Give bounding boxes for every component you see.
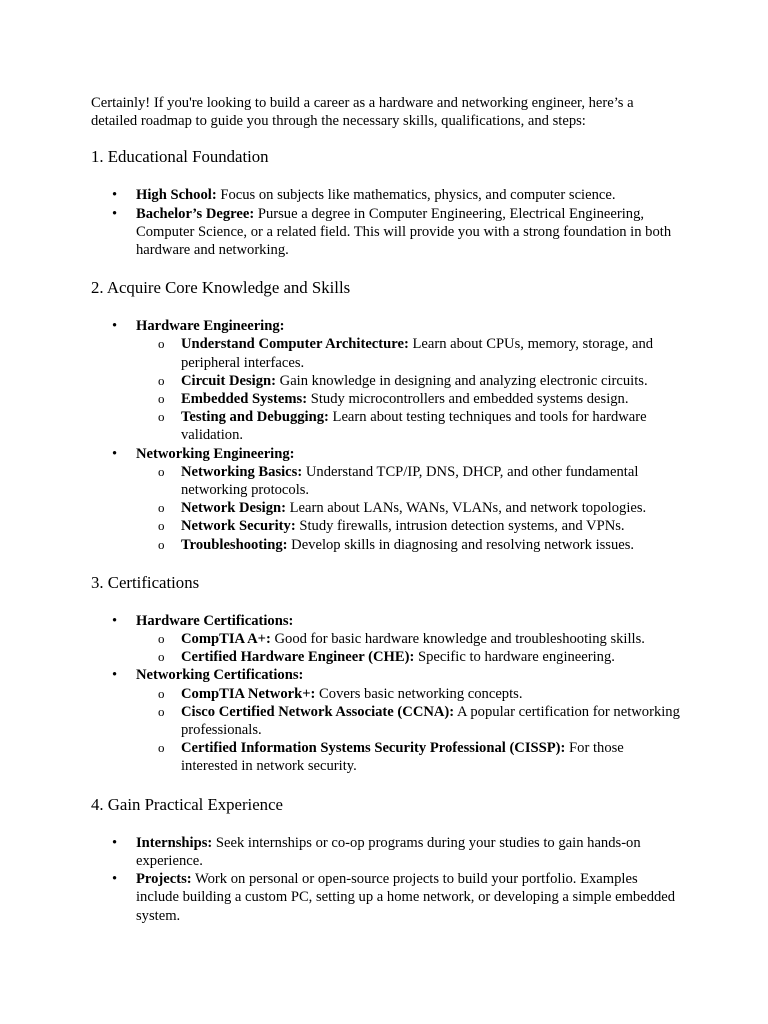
circle-bullet-icon: o	[158, 409, 165, 425]
sub-item-label: Understand Computer Architecture:	[181, 336, 409, 353]
sub-list-item	[136, 685, 681, 703]
section-core-knowledge	[91, 278, 681, 554]
sub-list-item	[136, 703, 681, 739]
item-label: Bachelor’s Degree:	[136, 205, 255, 222]
circle-bullet-icon: o	[158, 685, 165, 701]
sub-item-label: CompTIA Network+:	[181, 685, 316, 702]
sub-item-label: CompTIA A+:	[181, 631, 271, 648]
sub-list-item	[136, 517, 681, 535]
bullet-icon: •	[112, 187, 118, 204]
bullet-list	[91, 186, 681, 259]
circle-bullet-icon: o	[158, 703, 165, 719]
sub-item-text: Study firewalls, intrusion detection systems, and VPNs.	[295, 518, 625, 535]
item-label: Hardware Certifications:	[136, 612, 294, 629]
bullet-list	[91, 834, 681, 925]
sub-item-label: Networking Basics:	[181, 463, 303, 480]
section-certifications	[91, 573, 681, 776]
section-heading: 2. Acquire Core Knowledge and Skills	[91, 278, 351, 298]
bullet-icon: •	[112, 667, 118, 684]
document-page	[91, 94, 681, 925]
sub-item-text: Understand TCP/IP, DNS, DHCP, and other fundamental networking protocols.	[181, 463, 639, 499]
sub-item-label: Certified Information Systems Security Professional (CISSP):	[181, 740, 566, 757]
sub-item-label: Testing and Debugging:	[181, 409, 329, 426]
sub-item-label: Circuit Design:	[181, 372, 276, 389]
sub-item-label: Embedded Systems:	[181, 391, 308, 408]
sub-item-text: Covers basic networking concepts.	[315, 685, 523, 702]
circle-bullet-icon: o	[158, 463, 165, 479]
item-text: Seek internships or co-op programs during your studies to gain hands-on experience.	[136, 834, 641, 869]
circle-bullet-icon: o	[158, 372, 165, 388]
bullet-icon: •	[112, 205, 118, 222]
sub-list-item	[136, 408, 681, 444]
sub-item-text: Learn about LANs, WANs, VLANs, and network topologies.	[285, 500, 647, 517]
bullet-icon: •	[112, 445, 118, 462]
item-label: Hardware Engineering:	[136, 318, 285, 335]
item-label: High School:	[136, 187, 217, 204]
section-heading: 4. Gain Practical Experience	[91, 794, 283, 814]
section-educational-foundation	[91, 147, 681, 259]
item-label: Networking Certifications:	[136, 667, 304, 684]
sub-item-text: Learn about CPUs, memory, storage, and peripheral interfaces.	[181, 336, 654, 371]
bullet-list	[91, 317, 681, 554]
sub-item-text: Develop skills in diagnosing and resolving network issues.	[287, 536, 635, 553]
sub-list	[136, 630, 681, 666]
sub-item-text: Gain knowledge in designing and analyzing electronic circuits.	[276, 372, 648, 389]
list-item	[91, 612, 681, 667]
sub-item-text: Good for basic hardware knowledge and troubleshooting skills.	[270, 631, 645, 648]
intro-paragraph: Certainly! If you're looking to build a career as a hardware and networking engineer, here’s a detailed roadmap to guide you through the necessary skills, qualifications, and steps:	[91, 95, 634, 130]
list-item	[91, 445, 681, 554]
item-text: Pursue a degree in Computer Engineering, Electrical Engineering, Computer Science, or a related field. This will provide you with a strong foundation in both hardware and networking.	[136, 205, 672, 259]
sub-list-item	[136, 390, 681, 408]
sub-list-item	[136, 463, 681, 499]
section-practical-experience	[91, 795, 681, 925]
sub-list	[136, 463, 681, 554]
sub-item-label: Cisco Certified Network Associate (CCNA):	[181, 703, 455, 720]
sub-list-item	[136, 335, 681, 371]
item-text: Work on personal or open-source projects to build your portfolio. Examples include building a custom PC, setting up a home network, or developing a simple embedded system.	[136, 871, 676, 924]
section-heading: 3. Certifications	[91, 572, 200, 592]
circle-bullet-icon: o	[158, 518, 165, 534]
sub-item-label: Certified Hardware Engineer (CHE):	[181, 649, 415, 666]
item-text: Focus on subjects like mathematics, physics, and computer science.	[216, 187, 616, 204]
bullet-icon: •	[112, 834, 118, 851]
list-item	[91, 666, 681, 775]
sub-list-item	[136, 536, 681, 554]
circle-bullet-icon: o	[158, 500, 165, 516]
sub-list-item	[136, 372, 681, 390]
sub-item-label: Network Design:	[181, 500, 286, 517]
sub-list-item	[136, 739, 681, 775]
item-label: Projects:	[136, 871, 192, 888]
circle-bullet-icon: o	[158, 336, 165, 352]
bullet-list	[91, 612, 681, 776]
circle-bullet-icon: o	[158, 631, 165, 647]
sub-list-item	[136, 648, 681, 666]
sub-list-item	[136, 630, 681, 648]
bullet-icon: •	[112, 318, 118, 335]
sub-item-text: Study microcontrollers and embedded systems design.	[307, 391, 629, 408]
circle-bullet-icon: o	[158, 740, 165, 756]
bullet-icon: •	[112, 612, 118, 629]
list-item	[91, 870, 681, 925]
section-heading: 1. Educational Foundation	[91, 147, 269, 167]
item-label: Internships:	[136, 834, 213, 851]
circle-bullet-icon: o	[158, 391, 165, 407]
bullet-icon: •	[112, 871, 118, 888]
sub-item-text: For those interested in network security.	[181, 740, 624, 775]
sub-list	[136, 685, 681, 776]
circle-bullet-icon: o	[158, 649, 165, 665]
list-item	[91, 205, 681, 260]
sub-item-text: A popular certification for networking professionals.	[181, 703, 680, 739]
circle-bullet-icon: o	[158, 536, 165, 552]
sub-item-text: Specific to hardware engineering.	[414, 649, 615, 666]
list-item	[91, 317, 681, 444]
sub-item-text: Learn about testing techniques and tools for hardware validation.	[181, 409, 647, 444]
sub-list	[136, 335, 681, 444]
list-item	[91, 834, 681, 870]
sub-item-label: Troubleshooting:	[181, 536, 288, 553]
item-label: Networking Engineering:	[136, 445, 295, 462]
sub-list-item	[136, 499, 681, 517]
list-item	[91, 186, 681, 204]
sub-item-label: Network Security:	[181, 518, 296, 535]
